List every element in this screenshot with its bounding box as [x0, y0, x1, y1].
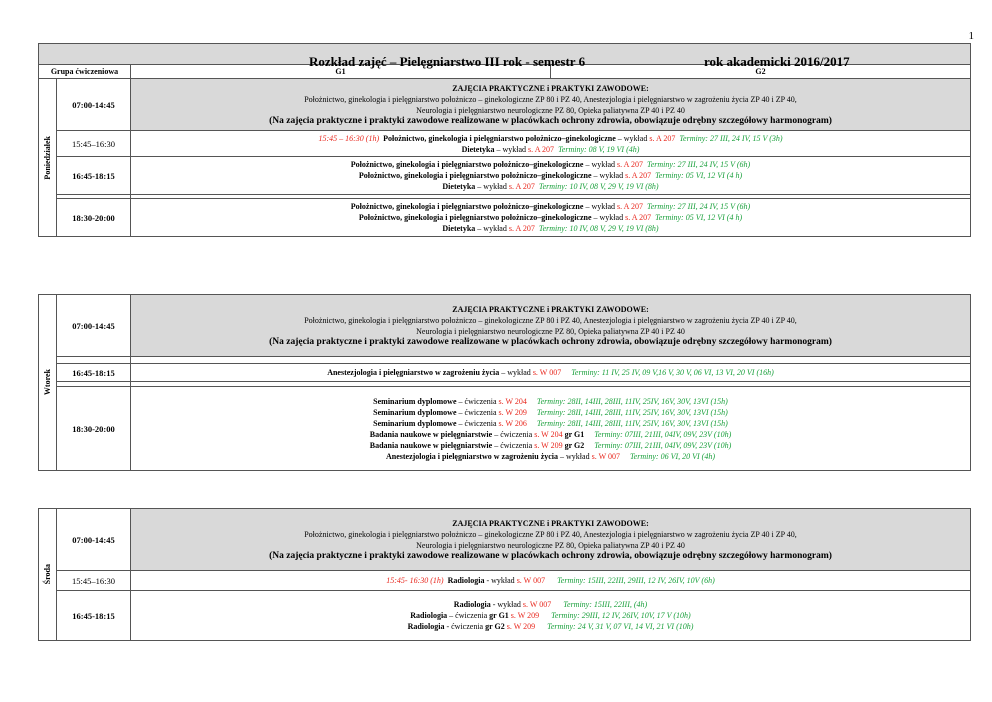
- class-cell: [131, 591, 971, 641]
- terms: Terminy: 06 VI, 20 VI (4h): [629, 451, 715, 461]
- class-entry: [133, 396, 968, 407]
- terms: Terminy: 27 III, 24 IV, 15 V (3h): [679, 133, 783, 143]
- subject: Seminarium dyplomowe: [373, 396, 457, 406]
- group: gr G1: [489, 611, 511, 620]
- practice-line: Położnictwo, ginekologia i pielęgniarstwo położniczo – ginekologiczne ZP 80 i PZ 40, Anestezjologia i pielęgniarstwo w zagrożeniu życia ZP 40 i ZP 40,: [304, 529, 797, 539]
- time-cell: 16:45-18:15: [57, 591, 131, 641]
- room: s. A 207: [625, 213, 652, 222]
- day-label: Wtorek: [43, 369, 52, 396]
- room: s. A 207: [617, 202, 644, 211]
- subject: Położnictwo, ginekologia i pielęgniarstwo położniczo–ginekologiczne: [358, 171, 592, 180]
- class-entry: [133, 610, 968, 621]
- class-cell: [131, 387, 971, 471]
- room: s. A 207: [617, 160, 644, 169]
- class-cell: [131, 131, 971, 157]
- terms: Terminy: 27 III, 24 IV, 15 V (6h): [647, 202, 751, 211]
- room: s. W 204: [498, 396, 527, 406]
- class-kind: – ćwiczenia: [492, 429, 535, 439]
- time-cell: 07:00-14:45: [57, 295, 131, 357]
- terms: Terminy: 05 VI, 12 VI (4 h): [655, 213, 743, 222]
- practice-row: [39, 79, 971, 131]
- class-kind: - wykład: [490, 600, 523, 609]
- room: s. W 209: [534, 440, 563, 450]
- room: s. A 207: [508, 182, 535, 191]
- day-label: Środa: [43, 564, 52, 585]
- practice-cell: [131, 295, 971, 357]
- terms: Terminy: 27 III, 24 IV, 15 V (6h): [647, 160, 751, 169]
- schedule-table-tuesday: [38, 294, 971, 471]
- class-cell: [131, 157, 971, 195]
- class-kind: – ćwiczenia: [447, 611, 490, 620]
- class-entry: [133, 223, 968, 234]
- day-label: Poniedziałek: [43, 135, 52, 180]
- class-kind: – wykład: [583, 202, 617, 211]
- time-cell: 15:45–16:30: [57, 131, 131, 157]
- subject: Anestezjologia i pielęgniarstwo w zagrożeniu życia: [385, 451, 559, 461]
- room: s. A 207: [508, 224, 535, 233]
- practice-note: (Na zajęcia praktyczne i praktyki zawodowe realizowane w placówkach ochrony zdrowia, obowiązuje odrębny szczegółowy harmonogram): [269, 336, 832, 347]
- class-entry: [133, 201, 968, 212]
- class-entry: [133, 407, 968, 418]
- room: s. W 209: [498, 407, 527, 417]
- room: s. W 007: [522, 600, 552, 609]
- day-cell-tuesday: [39, 295, 57, 471]
- academic-year: rok akademicki 2016/2017: [704, 54, 850, 69]
- schedule-row: [39, 591, 971, 641]
- class-entry: [133, 451, 968, 462]
- practice-note: (Na zajęcia praktyczne i praktyki zawodowe realizowane w placówkach ochrony zdrowia, obowiązuje odrębny szczegółowy harmonogram): [269, 550, 832, 561]
- room: s. W 206: [498, 418, 527, 428]
- class-entry: [133, 599, 968, 610]
- time-cell: 07:00-14:45: [57, 79, 131, 131]
- group: gr G1: [562, 429, 585, 439]
- time-note: 15:45 – 16:30 (1h): [318, 133, 380, 143]
- group-g1: G1: [131, 65, 551, 79]
- practice-line: Neurologia i pielęgniarstwo neurologiczne PZ 80, Opieka paliatywna ZP 40 i PZ 40: [416, 326, 685, 336]
- subject: Seminarium dyplomowe: [373, 418, 457, 428]
- group: gr G2: [562, 440, 585, 450]
- room: s. W 007: [591, 451, 620, 461]
- group-label: Grupa ćwiczeniowa: [39, 65, 131, 79]
- terms: Terminy: 10 IV, 08 V, 29 V, 19 VI (8h): [538, 182, 659, 191]
- subject: Radiologia: [447, 576, 485, 585]
- practice-line: Neurologia i pielęgniarstwo neurologiczne PZ 80, Opieka paliatywna ZP 40 i PZ 40: [416, 540, 685, 550]
- class-cell: [131, 364, 971, 382]
- day-cell-wednesday: [39, 509, 57, 641]
- class-entry: [133, 440, 968, 451]
- schedule-table-wednesday: [38, 508, 971, 641]
- class-kind: – wykład: [558, 451, 592, 461]
- class-kind: – wykład: [494, 144, 529, 154]
- page-number: 1: [968, 30, 974, 42]
- class-kind: – ćwiczenia: [456, 396, 499, 406]
- schedule-table-monday: [38, 43, 971, 237]
- time-cell: 07:00-14:45: [57, 509, 131, 571]
- subject: Położnictwo, ginekologia i pielęgniarstwo położniczo–ginekologiczne: [358, 213, 592, 222]
- terms: Terminy: 08 V, 19 VI (4h): [558, 144, 640, 154]
- subject: Seminarium dyplomowe: [373, 407, 457, 417]
- class-cell: [131, 571, 971, 591]
- class-entry: [133, 367, 968, 378]
- terms: Terminy: 29III, 12 IV, 26IV, 10V, 17 V (10h): [551, 611, 691, 620]
- spacer-row: [39, 357, 971, 364]
- practice-line: Położnictwo, ginekologia i pielęgniarstwo położniczo – ginekologiczne ZP 80 i PZ 40, Anestezjologia i pielęgniarstwo w zagrożeniu życia ZP 40 i ZP 40,: [304, 94, 797, 104]
- practice-line: Neurologia i pielęgniarstwo neurologiczne PZ 80, Opieka paliatywna ZP 40 i PZ 40: [416, 105, 685, 115]
- class-entry: [133, 621, 968, 632]
- schedule-title: Rozkład zajęć – Pielęgniarstwo III rok - semestr 6: [309, 54, 586, 69]
- class-kind: - ćwiczenia: [444, 622, 486, 631]
- class-kind: – ćwiczenia: [456, 418, 499, 428]
- subject: Radiologia: [453, 600, 491, 609]
- subject: Położnictwo, ginekologia i pielęgniarstwo położniczo–ginekologiczne: [383, 133, 616, 143]
- schedule-row: [39, 387, 971, 471]
- class-kind: – wykład: [591, 171, 626, 180]
- class-kind: – wykład: [583, 160, 617, 169]
- terms: Terminy: 28II, 14III, 28III, 11IV, 25IV, 16V, 30V, 13VI (15h): [536, 418, 728, 428]
- room: s. W 209: [510, 611, 540, 620]
- practice-line: Położnictwo, ginekologia i pielęgniarstwo położniczo – ginekologiczne ZP 80 i PZ 40, Anestezjologia i pielęgniarstwo w zagrożeniu życia ZP 40 i ZP 40,: [304, 315, 797, 325]
- practice-title: ZAJĘCIA PRAKTYCZNE i PRAKTYKI ZAWODOWE:: [452, 518, 649, 528]
- room: s. A 207: [649, 133, 676, 143]
- practice-cell: [131, 509, 971, 571]
- class-kind: – wykład: [475, 224, 509, 233]
- practice-cell: [131, 79, 971, 131]
- room: s. A 207: [528, 144, 555, 154]
- schedule-row: [39, 571, 971, 591]
- terms: Terminy: 07III, 21III, 04IV, 09V, 23V (10h): [594, 440, 732, 450]
- terms: Terminy: 28II, 14III, 28III, 11IV, 25IV, 16V, 30V, 13VI (15h): [536, 407, 728, 417]
- room: s. W 007: [516, 576, 546, 585]
- practice-row: [39, 295, 971, 357]
- terms: Terminy: 05 VI, 12 VI (4 h): [655, 171, 743, 180]
- room: s. W 209: [506, 622, 536, 631]
- time-note: 15:45- 16:30 (1h): [386, 576, 444, 585]
- subject: Radiologia: [410, 611, 448, 620]
- terms: Terminy: 07III, 21III, 04IV, 09V, 23V (10h): [594, 429, 732, 439]
- class-entry: [133, 429, 968, 440]
- class-entry: [133, 212, 968, 223]
- practice-note: (Na zajęcia praktyczne i praktyki zawodowe realizowane w placówkach ochrony zdrowia, obowiązuje odrębny szczegółowy harmonogram): [269, 115, 832, 126]
- class-kind: – wykład: [591, 213, 626, 222]
- time-cell: 16:45-18:15: [57, 364, 131, 382]
- time-cell: 18:30-20:00: [57, 199, 131, 237]
- time-cell: 18:30-20:00: [57, 387, 131, 471]
- room: s. A 207: [625, 171, 652, 180]
- schedule-row: [39, 131, 971, 157]
- day-cell-monday: [39, 79, 57, 237]
- class-entry: [133, 575, 968, 586]
- terms: Terminy: 28II, 14III, 28III, 11IV, 25IV, 16V, 30V, 13VI (15h): [536, 396, 728, 406]
- schedule-row: [39, 364, 971, 382]
- class-kind: – wykład: [499, 368, 533, 377]
- practice-title: ZAJĘCIA PRAKTYCZNE i PRAKTYKI ZAWODOWE:: [452, 304, 649, 314]
- group-g2: G2: [551, 65, 971, 79]
- schedule-row: [39, 157, 971, 195]
- subject: Badania naukowe w pielęgniarstwie: [369, 440, 493, 450]
- practice-row: [39, 509, 971, 571]
- class-kind: – ćwiczenia: [492, 440, 535, 450]
- terms: Terminy: 24 V, 31 V, 07 VI, 14 VI, 21 VI (10h): [547, 622, 694, 631]
- class-kind: – wykład: [475, 182, 509, 191]
- class-entry: [133, 418, 968, 429]
- class-entry: [133, 181, 968, 192]
- terms: Terminy: 10 IV, 08 V, 29 V, 19 VI (8h): [538, 224, 659, 233]
- subject: Radiologia: [407, 622, 445, 631]
- room: s. W 204: [534, 429, 563, 439]
- class-entry: [133, 133, 968, 144]
- terms: Terminy: 11 IV, 25 IV, 09 V,16 V, 30 V, 06 VI, 13 VI, 20 VI (16h): [571, 368, 774, 377]
- time-cell: 16:45-18:15: [57, 157, 131, 195]
- class-kind: – ćwiczenia: [456, 407, 499, 417]
- class-kind: - wykład: [484, 576, 517, 585]
- practice-title: ZAJĘCIA PRAKTYCZNE i PRAKTYKI ZAWODOWE:: [452, 83, 649, 93]
- terms: Terminy: 15III, 22III, (4h): [563, 600, 648, 609]
- schedule-header: [39, 44, 971, 65]
- subject: Dietetyka: [442, 224, 476, 233]
- class-cell: [131, 199, 971, 237]
- room: s. W 007: [532, 368, 562, 377]
- schedule-row: [39, 199, 971, 237]
- subject: Położnictwo, ginekologia i pielęgniarstwo położniczo–ginekologiczne: [350, 202, 584, 211]
- subject: Badania naukowe w pielęgniarstwie: [369, 429, 493, 439]
- subject: Anestezjologia i pielęgniarstwo w zagrożeniu życia: [327, 368, 500, 377]
- subject: Położnictwo, ginekologia i pielęgniarstwo położniczo–ginekologiczne: [350, 160, 584, 169]
- time-cell: 15:45–16:30: [57, 571, 131, 591]
- subject: Dietetyka: [461, 144, 495, 154]
- group: gr G2: [485, 622, 507, 631]
- subject: Dietetyka: [442, 182, 476, 191]
- terms: Terminy: 15III, 22III, 29III, 12 IV, 26IV, 10V (6h): [557, 576, 715, 585]
- class-entry: [133, 170, 968, 181]
- class-entry: [133, 159, 968, 170]
- class-kind: – wykład: [615, 133, 650, 143]
- class-entry: [133, 144, 968, 155]
